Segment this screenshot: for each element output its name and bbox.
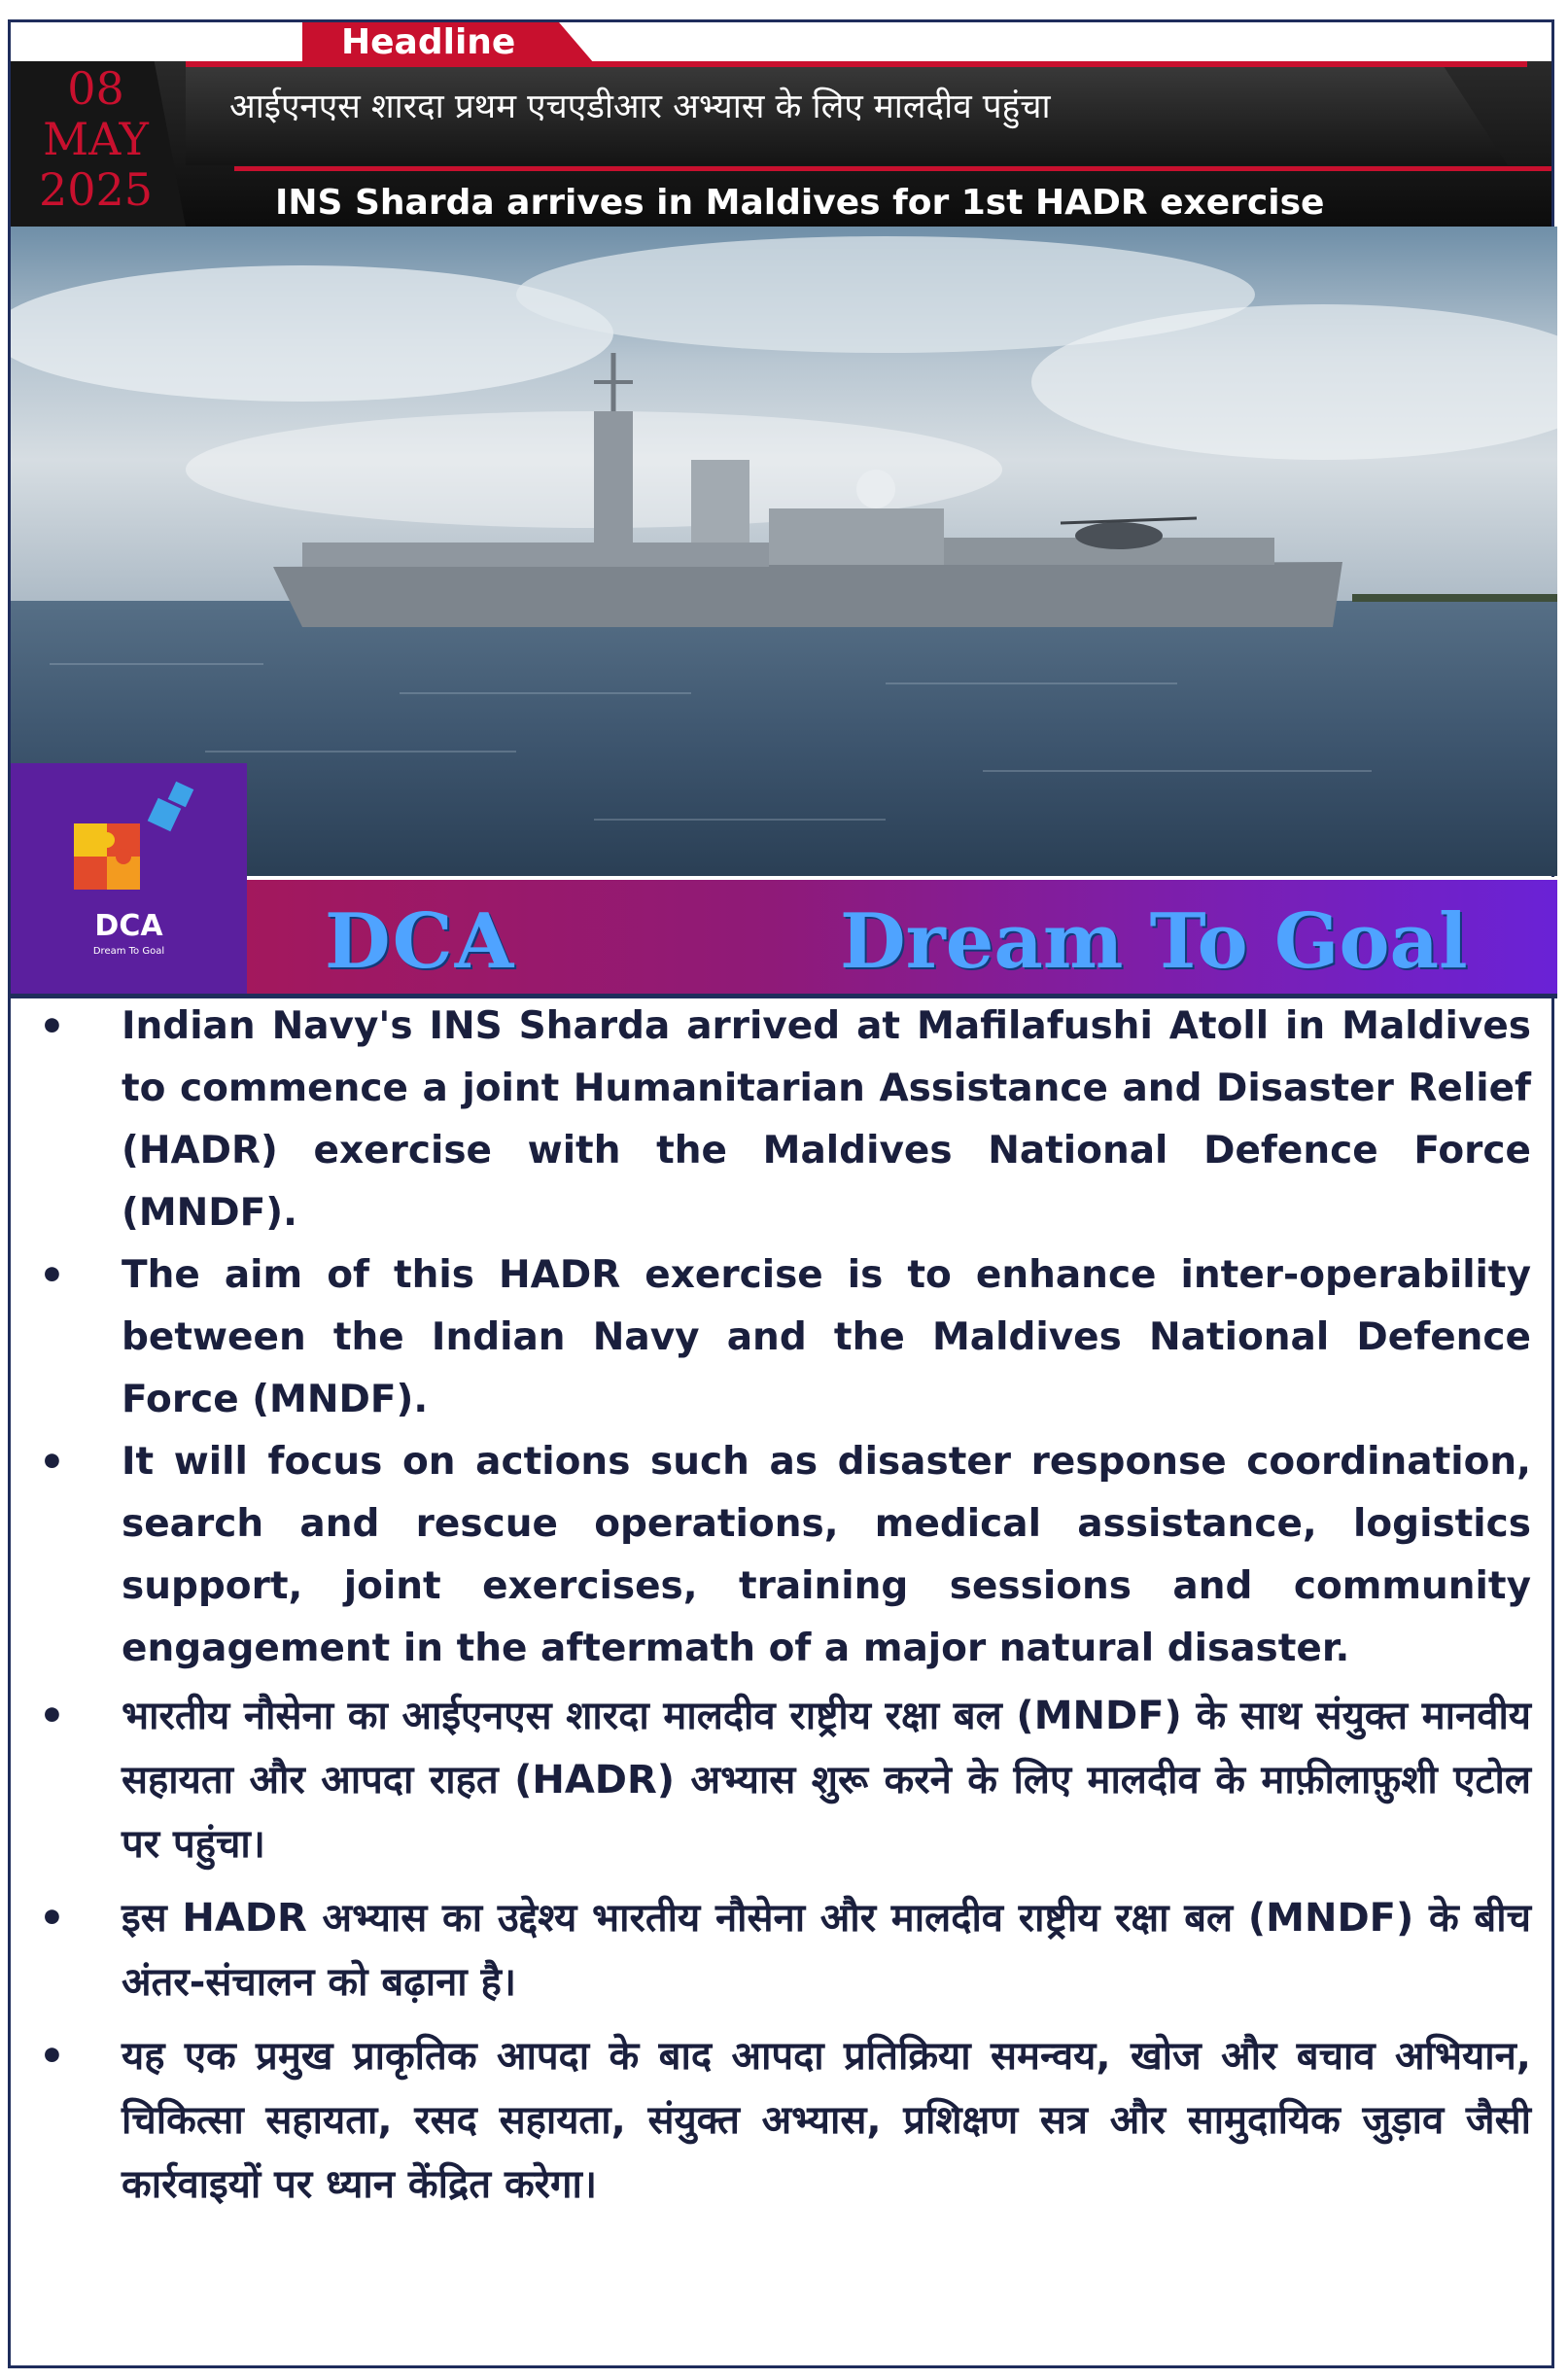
brand-banner-tagline: Dream To Goal [840, 897, 1468, 986]
logo-subtitle: Dream To Goal [92, 946, 165, 957]
logo-text: DCA [94, 909, 163, 943]
bullet-english: • It will focus on actions such as disaster response coordination, search and rescue operations, medical assistance, logistics support, joint exercises, training sessions and community engagement in the aftermath of a major natural disaster. [29, 1431, 1531, 1680]
bullet-english: • Indian Navy's INS Sharda arrived at Mafilafushi Atoll in Maldives to commence a joint Humanitarian Assistance and Disaster Relief (HADR) exercise with the Maldives National Defence Force (MNDF). [29, 996, 1531, 1244]
headline-header [11, 22, 1551, 227]
puzzle-logo-icon [11, 763, 247, 909]
bullet-hindi: • यह एक प्रमुख प्राकृतिक आपदा के बाद आपदा प्रतिक्रिया समन्वय, खोज और बचाव अभियान, चिकित्सा सहायता, रसद सहायता, संयुक्त अभ्यास, प्रशिक्षण सत्र और सामुदायिक जुड़ाव जैसी कार्रवाइयों पर ध्यान केंद्रित करेगा। [29, 2024, 1531, 2217]
brand-logo-box [11, 763, 247, 997]
date-year: 2025 [38, 163, 154, 216]
headline-hindi: आईएनएस शारदा प्रथम एचएडीआर अभ्यास के लिए मालदीव पहुंचा [229, 88, 1051, 126]
brand-banner-dca: DCA [325, 897, 516, 986]
bullet-hindi: • इस HADR अभ्यास का उद्देश्य भारतीय नौसेना और मालदीव राष्ट्रीय रक्षा बल (MNDF) के बीच अंतर-संचालन को बढ़ाना है। [29, 1886, 1531, 2014]
brand-banner [247, 877, 1557, 997]
bullet-hindi: • भारतीय नौसेना का आईएनएस शारदा मालदीव राष्ट्रीय रक्षा बल (MNDF) के साथ संयुक्त मानवीय सहायता और आपदा राहत (HADR) अभ्यास शुरू करने के लिए मालदीव के माफ़ीलाफ़ुशी एटोल पर पहुंचा। [29, 1684, 1531, 1876]
headline-english: INS Sharda arrives in Maldives for 1st HADR exercise [275, 183, 1325, 223]
header-divider-line [234, 166, 1551, 171]
date-day: 08 [67, 62, 124, 115]
article-content [29, 994, 1531, 2217]
bullet-english: • The aim of this HADR exercise is to enhance inter-operability between the Indian Navy and the Maldives National Defence Force (MNDF). [29, 1244, 1531, 1431]
headline-tab-label: Headline [341, 22, 516, 62]
date-month: MAY [43, 113, 149, 165]
